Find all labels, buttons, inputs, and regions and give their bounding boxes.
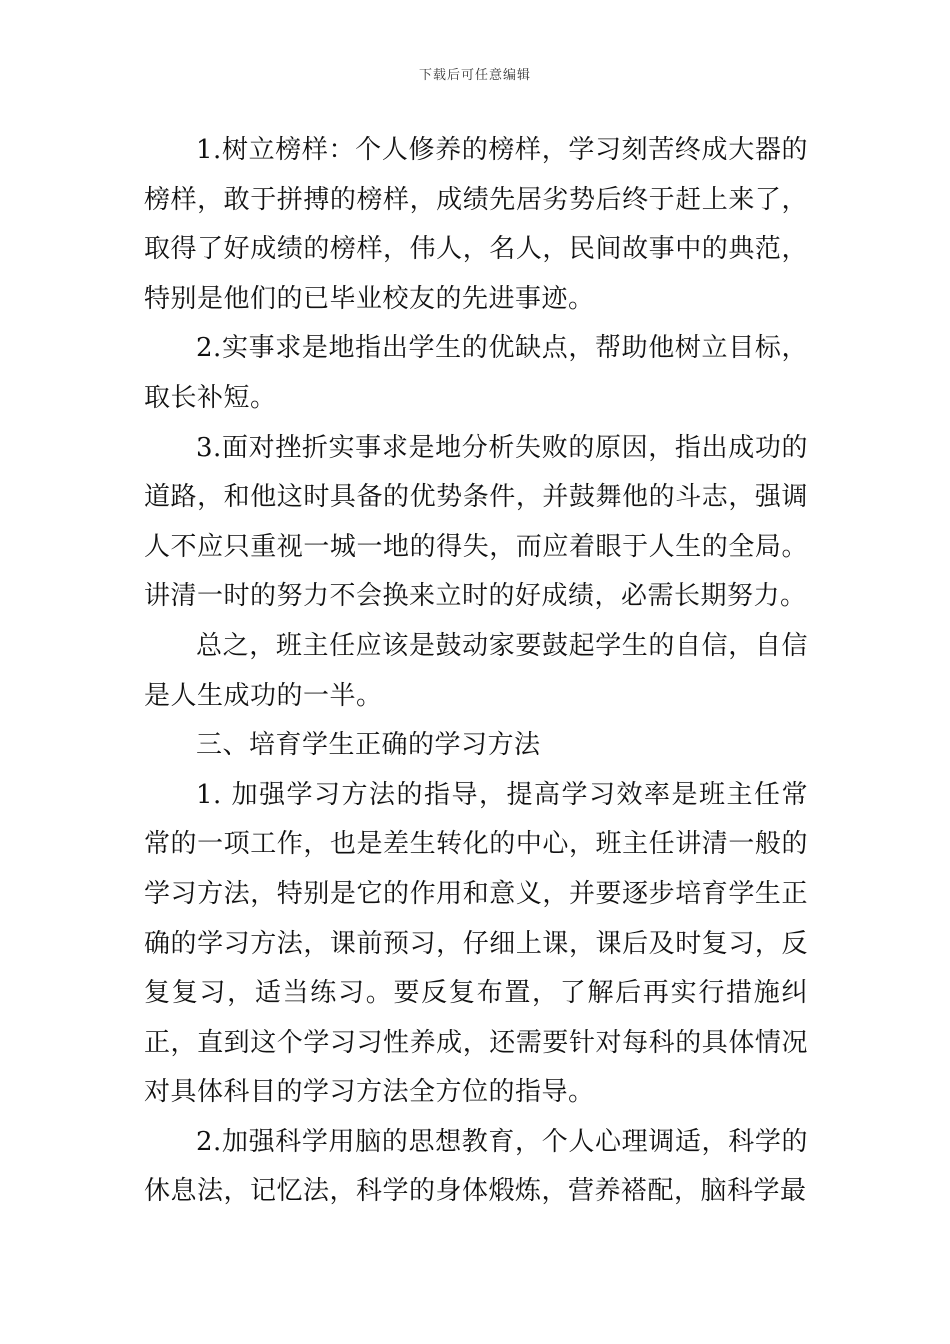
paragraph-item-3: 3.面对挫折实事求是地分析失败的原因，指出成功的道路，和他这时具备的优势条件，并鼓舞他的斗志，强调人不应只重视一城一地的得失，而应着眼于人生的全局。讲清一时的努力不会换来立时的好成绩，必需长期努力。 — [144, 432, 808, 612]
paragraph-item-2: 2.实事求是地指出学生的优缺点，帮助他树立目标，取长补短。 — [144, 333, 808, 413]
paragraph-method-2: 2.加强科学用脑的思想教育，个人心理调适，科学的休息法，记忆法，科学的身体煅炼，营养褡配，脑科学最 — [144, 1126, 808, 1207]
paragraph-method-1: 1. 加强学习方法的指导，提高学习效率是班主任常常的一项工作，也是差生转化的中心，班主任讲清一般的学习方法，特别是它的作用和意义，并要逐步培育学生正确的学习方法，课前预习，仔细上课，课后及时复习，反复复习，适当练习。要反复布置，了解后再实行措施纠正，直到这个学习习性养成，还需要针对每科的具体情况对具体科目的学习方法全方位的指导。 — [144, 779, 808, 1108]
page-header: 下载后可任意编辑 — [418, 68, 531, 83]
document-body — [144, 126, 808, 1217]
paragraph-summary: 总之，班主任应该是鼓动家要鼓起学生的自信，自信是人生成功的一半。 — [144, 630, 808, 711]
paragraph-item-1: 1.树立榜样：个人修养的榜样，学习刻苦终成大器的榜样，敢于拼搏的榜样，成绩先居劣势后终于赶上来了，取得了好成绩的榜样，伟人，名人，民间故事中的典范，特别是他们的已毕业校友的先进事迹。 — [144, 135, 808, 314]
section-heading: 三、培育学生正确的学习方法 — [196, 730, 541, 761]
